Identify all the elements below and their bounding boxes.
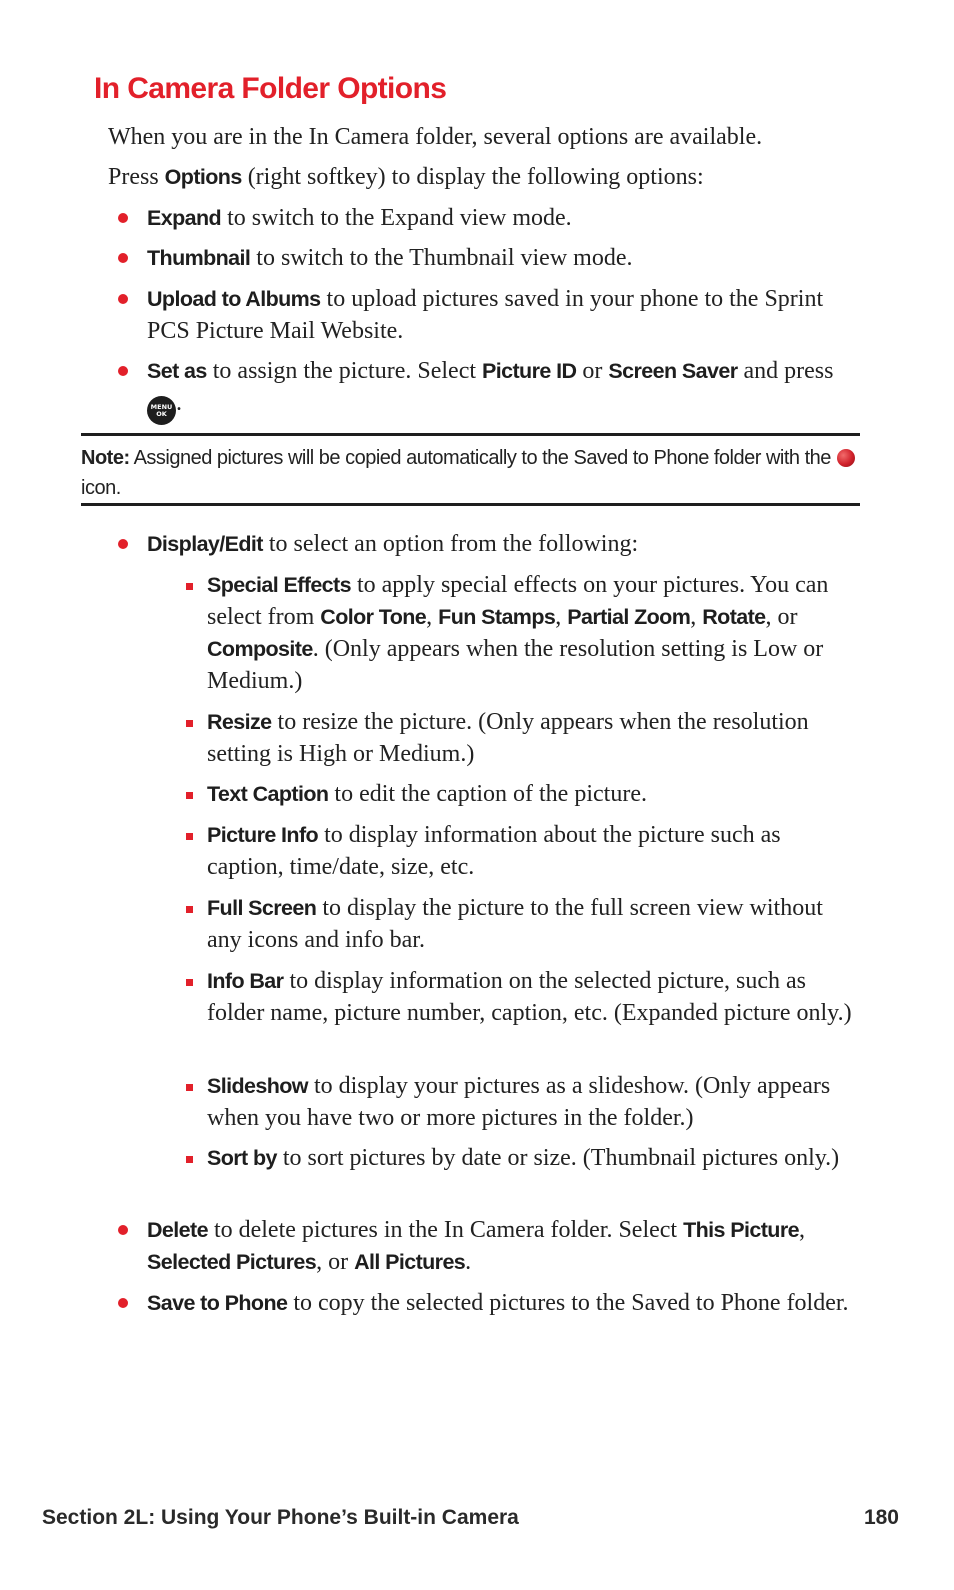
bullet-icon <box>118 539 128 549</box>
bullet-icon <box>118 1225 128 1235</box>
sub-bullet-icon <box>186 1084 193 1091</box>
all-pictures-keyword: All Pictures <box>354 1250 466 1274</box>
bullet-icon <box>118 366 128 376</box>
sub-item-info-bar: Info Bar to display information on the selected picture, such as folder name, picture number, caption, etc. (Expanded picture only.) <box>207 965 857 1029</box>
sub-item-text-caption: Text Caption to edit the caption of the picture. <box>207 778 857 810</box>
intro-paragraph: When you are in the In Camera folder, several options are available. <box>108 124 763 150</box>
rotate-keyword: Rotate <box>702 605 766 629</box>
sub-item-special-effects: Special Effects to apply special effects on your pictures. You can select from Color Tone, Fun Stamps, Partial Zoom, Rotate, or Composite. (Only appears when the resolution setting is Low or Medium.) <box>207 569 857 697</box>
list-item-display-edit: Display/Edit to select an option from the following: <box>147 528 862 560</box>
screen-saver-keyword: Screen Saver <box>608 359 738 383</box>
text-caption-keyword: Text Caption <box>207 782 329 806</box>
special-effects-keyword: Special Effects <box>207 573 351 597</box>
color-tone-keyword: Color Tone <box>320 605 427 629</box>
resize-keyword: Resize <box>207 710 272 734</box>
note-label: Note: <box>81 447 130 469</box>
options-keyword: Options <box>164 165 242 189</box>
display-edit-keyword: Display/Edit <box>147 532 263 556</box>
partial-zoom-keyword: Partial Zoom <box>567 605 691 629</box>
this-picture-keyword: This Picture <box>683 1218 799 1242</box>
list-item-set-as: Set as to assign the picture. Select Picture ID or Screen Saver and press MENU OK . <box>147 355 862 425</box>
sub-item-sort-by: Sort by to sort pictures by date or size. (Thumbnail pictures only.) <box>207 1142 857 1174</box>
composite-keyword: Composite <box>207 637 313 661</box>
list-item-delete: Delete to delete pictures in the In Camera folder. Select This Picture, Selected Pictures, or All Pictures. <box>147 1214 862 1278</box>
sub-bullet-icon <box>186 979 193 986</box>
footer-page-number: 180 <box>863 1506 899 1529</box>
bullet-icon <box>118 213 128 223</box>
list-item-upload-to-albums: Upload to Albums to upload pictures saved in your phone to the Sprint PCS Picture Mail Website. <box>147 283 862 347</box>
bullet-icon <box>118 253 128 263</box>
note-text: Note: Assigned pictures will be copied automatically to the Saved to Phone folder with the icon. <box>81 443 860 503</box>
full-screen-keyword: Full Screen <box>207 896 317 920</box>
sub-bullet-icon <box>186 720 193 727</box>
sort-by-keyword: Sort by <box>207 1146 277 1170</box>
saved-picture-icon <box>837 449 855 467</box>
press-options-paragraph: Press Options (right softkey) to display the following options: <box>108 164 704 190</box>
bullet-icon <box>118 1298 128 1308</box>
sub-bullet-icon <box>186 583 193 590</box>
sub-item-full-screen: Full Screen to display the picture to the full screen view without any icons and info bar. <box>207 892 857 956</box>
sub-bullet-icon <box>186 792 193 799</box>
set-as-keyword: Set as <box>147 359 207 383</box>
upload-keyword: Upload to Albums <box>147 287 321 311</box>
fun-stamps-keyword: Fun Stamps <box>438 605 556 629</box>
sub-item-slideshow: Slideshow to display your pictures as a slideshow. (Only appears when you have two or more pictures in the folder.) <box>207 1070 857 1134</box>
note-box <box>81 433 860 506</box>
sub-bullet-icon <box>186 833 193 840</box>
thumbnail-keyword: Thumbnail <box>147 246 251 270</box>
sub-bullet-icon <box>186 1156 193 1163</box>
list-item-save-to-phone: Save to Phone to copy the selected pictures to the Saved to Phone folder. <box>147 1287 862 1319</box>
expand-keyword: Expand <box>147 206 222 230</box>
picture-info-keyword: Picture Info <box>207 823 319 847</box>
page-title: In Camera Folder Options <box>94 72 447 105</box>
list-item-expand: Expand to switch to the Expand view mode. <box>147 202 862 234</box>
delete-keyword: Delete <box>147 1218 208 1242</box>
sub-item-picture-info: Picture Info to display information about the picture such as caption, time/date, size, etc. <box>207 819 857 883</box>
save-to-phone-keyword: Save to Phone <box>147 1291 288 1315</box>
list-item-thumbnail: Thumbnail to switch to the Thumbnail view mode. <box>147 242 862 274</box>
footer-section-title: Section 2L: Using Your Phone’s Built-in Camera <box>42 1506 519 1529</box>
info-bar-keyword: Info Bar <box>207 969 284 993</box>
sub-item-resize: Resize to resize the picture. (Only appears when the resolution setting is High or Medium.) <box>207 706 857 770</box>
picture-id-keyword: Picture ID <box>482 359 577 383</box>
sub-bullet-icon <box>186 906 193 913</box>
bullet-icon <box>118 294 128 304</box>
slideshow-keyword: Slideshow <box>207 1074 308 1098</box>
selected-pictures-keyword: Selected Pictures <box>147 1250 317 1274</box>
menu-ok-key-icon: MENU OK <box>147 396 176 425</box>
